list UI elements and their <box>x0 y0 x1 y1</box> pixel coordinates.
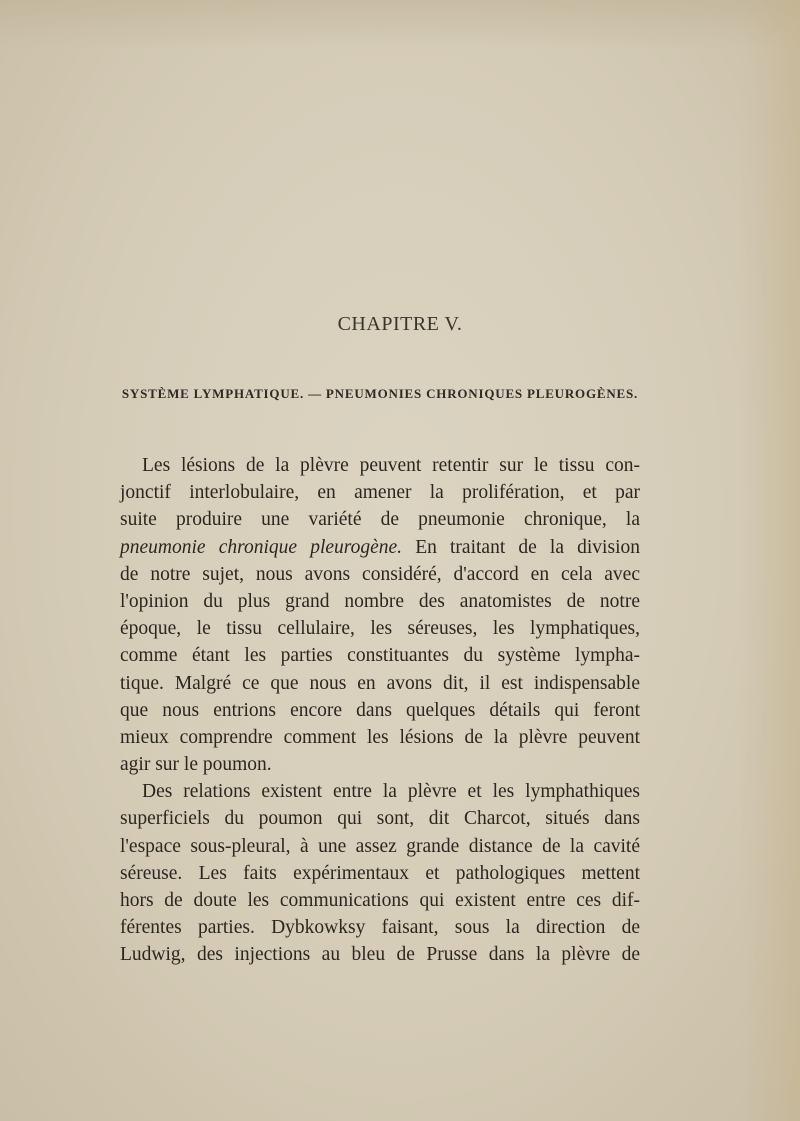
chapter-title: CHAPITRE V. <box>337 313 463 335</box>
text-line: comme étant les parties constituantes du système lympha- <box>120 645 640 667</box>
text-line: de notre sujet, nous avons considéré, d'accord en cela avec <box>120 563 640 585</box>
text-line <box>120 534 640 561</box>
body-text <box>120 452 640 969</box>
text-line: jonctif interlobulaire, en amener la prolifération, et par <box>120 482 640 504</box>
text-line: hors de doute les communications qui existent entre ces dif- <box>120 890 640 911</box>
text-line: Les lésions de la plèvre peuvent retentir sur le tissu con- <box>142 455 640 476</box>
text-line: séreuse. Les faits expérimentaux et pathologiques mettent <box>120 862 640 884</box>
italic-term: pneumonie chronique pleurogène. <box>120 536 403 558</box>
text-line: époque, le tissu cellulaire, les séreuses, les lymphatiques, <box>120 618 640 640</box>
page-edge-shadow-right <box>740 0 800 1121</box>
text-line: l'opinion du plus grand nombre des anatomistes de notre <box>120 590 640 612</box>
text-line: tique. Malgré ce que nous en avons dit, il est indispensable <box>120 672 640 694</box>
text-line: Des relations existent entre la plèvre et les lymphathiques <box>142 781 640 803</box>
text-line: agir sur le poumon. <box>120 754 272 776</box>
text-line: l'espace sous-pleural, à une assez grande distance de la cavité <box>120 835 640 857</box>
text-line: férentes parties. Dybkowksy faisant, sous la direction de <box>120 917 640 939</box>
page-edge-shadow-top <box>0 0 800 50</box>
text-line: superficiels du poumon qui sont, dit Charcot, situés dans <box>120 808 640 830</box>
text-fragment: En traitant de la division <box>402 536 640 558</box>
text-line: suite produire une variété de pneumonie chronique, la <box>120 509 640 531</box>
section-heading: SYSTÈME LYMPHATIQUE. — PNEUMONIES CHRONIQUES PLEUROGÈNES. <box>121 386 639 401</box>
text-line: mieux comprendre comment les lésions de la plèvre peuvent <box>120 726 640 748</box>
text-line: Ludwig, des injections au bleu de Prusse dans la plèvre de <box>120 944 640 966</box>
text-line: que nous entrions encore dans quelques détails qui feront <box>120 699 640 721</box>
